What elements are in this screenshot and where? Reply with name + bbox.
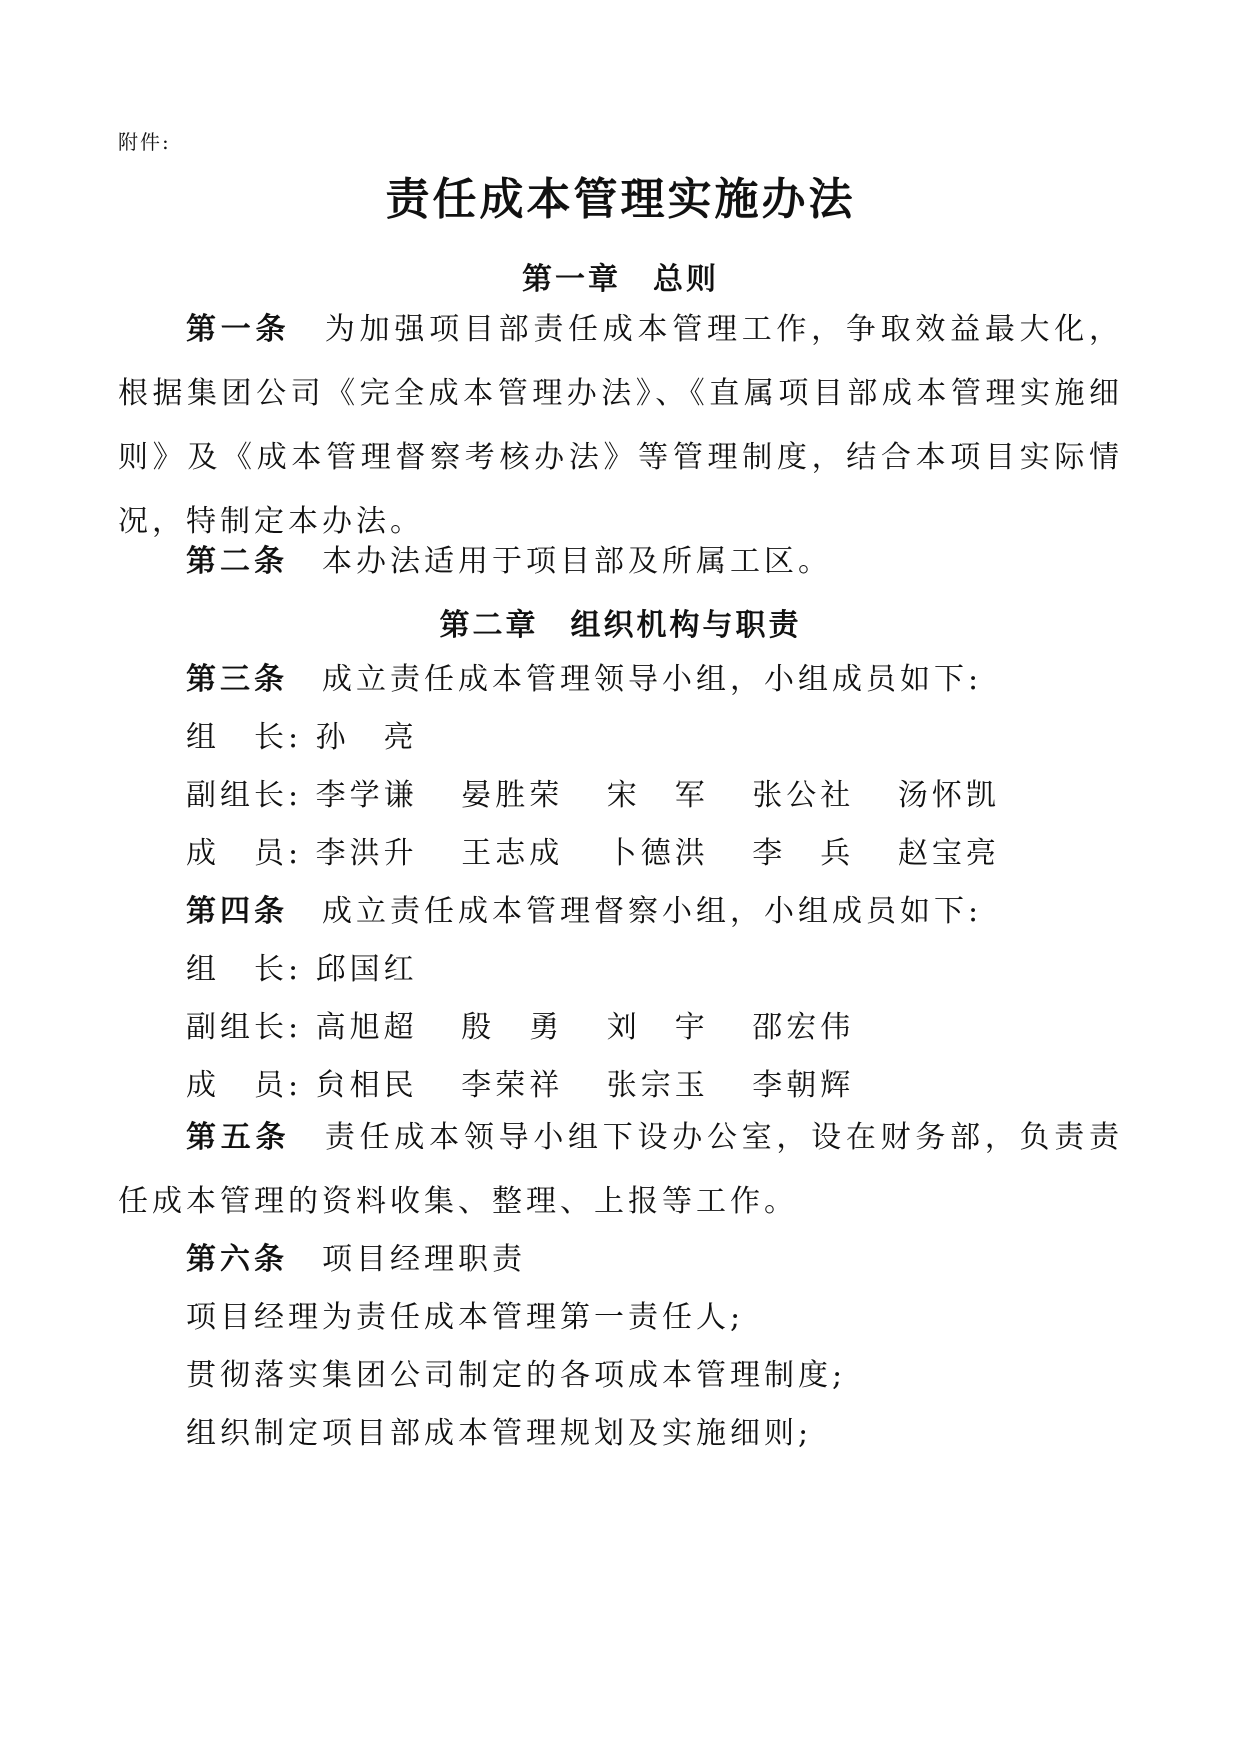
article-6-label: 第六条 [186,1242,288,1277]
article-4-member-name: 张宗玉 [606,1068,709,1103]
article-3-member-name: 李 兵 [752,836,855,871]
chapter-2-name: 组织机构与职责 [570,608,802,643]
article-3-deputy-name: 李学谦 [315,778,418,813]
article-4-member-name: 李朝辉 [752,1068,855,1103]
article-2-text: 本办法适用于项目部及所属工区。 [322,544,832,579]
article-3 [186,658,982,702]
article-3-leader-label: 组 长: [186,720,303,755]
article-3-deputy-name: 晏胜荣 [461,778,564,813]
article-4-deputy-name: 刘 宇 [606,1010,709,1045]
article-6 [186,1238,526,1282]
article-5 [118,1106,1123,1234]
article-2 [118,530,1123,594]
chapter-1-heading [0,258,1241,302]
article-3-text: 成立责任成本管理领导小组，小组成员如下: [322,662,983,697]
article-3-member-row [186,832,1030,876]
article-4 [186,890,982,934]
article-4-deputy-name: 殷 勇 [461,1010,564,1045]
document-title: 责任成本管理实施办法 [385,174,856,225]
chapter-2-number: 第二章 [439,608,539,643]
article-5-text: 责任成本领导小组下设办公室，设在财务部，负责责任成本管理的资料收集、整理、上报等工作。 [118,1120,1124,1219]
attachment-label: 附件: [118,130,171,154]
article-4-member-row [186,1064,884,1108]
article-4-member-label: 成 员: [186,1068,303,1103]
article-4-member-name: 李荣祥 [461,1068,564,1103]
chapter-2-heading [0,604,1241,648]
article-3-deputy-label: 副组长: [186,778,303,813]
article-3-deputy-name: 张公社 [752,778,855,813]
chapter-1-name: 总则 [653,262,719,297]
article-3-member-name: 卜德洪 [606,836,709,871]
article-6-duty: 贯彻落实集团公司制定的各项成本管理制度; [186,1358,847,1393]
article-5-label: 第五条 [186,1120,291,1155]
article-3-deputy-row [186,774,1030,818]
article-4-text: 成立责任成本管理督察小组，小组成员如下: [322,894,983,929]
article-6-duty: 组织制定项目部成本管理规划及实施细则; [186,1416,813,1451]
article-1 [118,298,1123,554]
article-4-member-name: 贠相民 [315,1068,418,1103]
article-4-deputy-row [186,1006,884,1050]
article-3-member-name: 赵宝亮 [897,836,1000,871]
article-3-deputy-name: 宋 军 [606,778,709,813]
article-4-leader-name: 邱国红 [315,952,418,987]
article-4-deputy-label: 副组长: [186,1010,303,1045]
article-1-label: 第一条 [186,312,291,347]
article-3-member-label: 成 员: [186,836,303,871]
article-2-label: 第二条 [186,544,288,579]
article-3-member-name: 李洪升 [315,836,418,871]
article-4-leader-label: 组 长: [186,952,303,987]
article-3-leader-row [186,716,448,760]
article-4-deputy-name: 邵宏伟 [752,1010,855,1045]
chapter-1-number: 第一章 [522,262,621,297]
article-4-leader-row [186,948,448,992]
article-4-deputy-name: 高旭超 [315,1010,418,1045]
article-6-text: 项目经理职责 [322,1242,526,1277]
article-1-text: 为加强项目部责任成本管理工作，争取效益最大化，根据集团公司《完全成本管理办法》、《直属项目部成本管理实施细则》及《成本管理督察考核办法》等管理制度，结合本项目实际情况，特制定本办法。 [118,312,1124,539]
article-4-label: 第四条 [186,894,288,929]
article-6-duty: 项目经理为责任成本管理第一责任人; [186,1300,745,1335]
article-3-deputy-name: 汤怀凯 [897,778,1000,813]
article-3-member-name: 王志成 [461,836,564,871]
article-3-label: 第三条 [186,662,288,697]
article-3-leader-name: 孙 亮 [315,720,418,755]
